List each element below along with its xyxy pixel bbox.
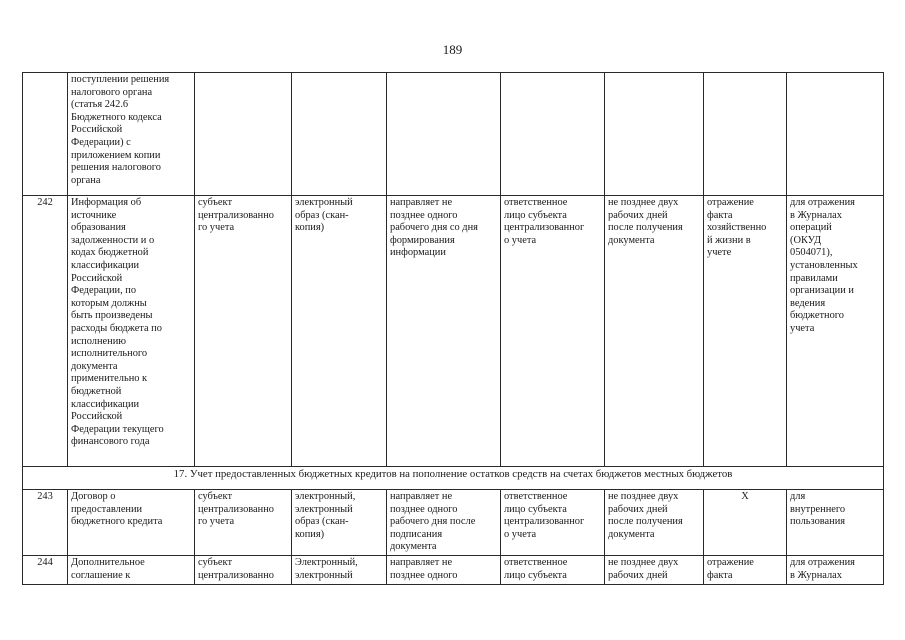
responsible-cell: ответственное лицо субъекта централизованног о учета bbox=[501, 196, 605, 467]
section-title: 17. Учет предоставленных бюджетных кредитов на пополнение остатков средств на счетах бюджетов местных бюджетов bbox=[23, 467, 884, 490]
deadline-cell bbox=[605, 73, 704, 196]
action-cell: направляет не позднее одного рабочего дня со дня формирования информации bbox=[387, 196, 501, 467]
document-name-cell: Информация об источнике образования задолженности и о кодах бюджетной классификации Российской Федерации, по которым должны быть произведены расходы бюджета по исполнению исполнительного документа применительно к бюджетной классификации Российской Федерации текущего финансового года bbox=[68, 196, 195, 467]
creator-cell: субъект централизованно го учета bbox=[195, 490, 292, 556]
table-row bbox=[23, 555, 884, 584]
responsible-cell bbox=[501, 73, 605, 196]
deadline-cell: не позднее двух рабочих дней после получения документа bbox=[605, 196, 704, 467]
form-cell bbox=[292, 73, 387, 196]
note-cell: для отражения в Журналах bbox=[787, 555, 884, 584]
document-name-cell: Дополнительное соглашение к bbox=[68, 555, 195, 584]
row-number: 242 bbox=[23, 196, 68, 467]
document-name-cell: поступлении решения налогового органа (статья 242.6 Бюджетного кодекса Российской Федерации) с приложением копии решения налогового органа bbox=[68, 73, 195, 196]
action-cell: направляет не позднее одного bbox=[387, 555, 501, 584]
purpose-cell bbox=[704, 73, 787, 196]
form-cell: электронный образ (скан- копия) bbox=[292, 196, 387, 467]
page-number: 189 bbox=[442, 42, 463, 57]
row-number bbox=[23, 73, 68, 196]
responsible-cell: ответственное лицо субъекта bbox=[501, 555, 605, 584]
creator-cell: субъект централизованно bbox=[195, 555, 292, 584]
table-row bbox=[23, 73, 884, 196]
purpose-cell: Х bbox=[704, 490, 787, 556]
document-table bbox=[22, 72, 884, 585]
document-name-cell: Договор о предоставлении бюджетного кредита bbox=[68, 490, 195, 556]
form-cell: Электронный, электронный bbox=[292, 555, 387, 584]
responsible-cell: ответственное лицо субъекта централизованног о учета bbox=[501, 490, 605, 556]
action-cell: направляет не позднее одного рабочего дня после подписания документа bbox=[387, 490, 501, 556]
action-cell bbox=[387, 73, 501, 196]
note-cell: для внутреннего пользования bbox=[787, 490, 884, 556]
purpose-cell: отражение факта bbox=[704, 555, 787, 584]
form-cell: электронный, электронный образ (скан- копия) bbox=[292, 490, 387, 556]
row-number: 243 bbox=[23, 490, 68, 556]
deadline-cell: не позднее двух рабочих дней после получения документа bbox=[605, 490, 704, 556]
row-number: 244 bbox=[23, 555, 68, 584]
note-cell bbox=[787, 73, 884, 196]
table-row bbox=[23, 196, 884, 467]
purpose-cell: отражение факта хозяйственно й жизни в учете bbox=[704, 196, 787, 467]
table-row bbox=[23, 490, 884, 556]
deadline-cell: не позднее двух рабочих дней bbox=[605, 555, 704, 584]
creator-cell: субъект централизованно го учета bbox=[195, 196, 292, 467]
note-cell: для отражения в Журналах операций (ОКУД 0504071), установленных правилами организации и ведения бюджетного учета bbox=[787, 196, 884, 467]
section-row bbox=[23, 467, 884, 490]
creator-cell bbox=[195, 73, 292, 196]
